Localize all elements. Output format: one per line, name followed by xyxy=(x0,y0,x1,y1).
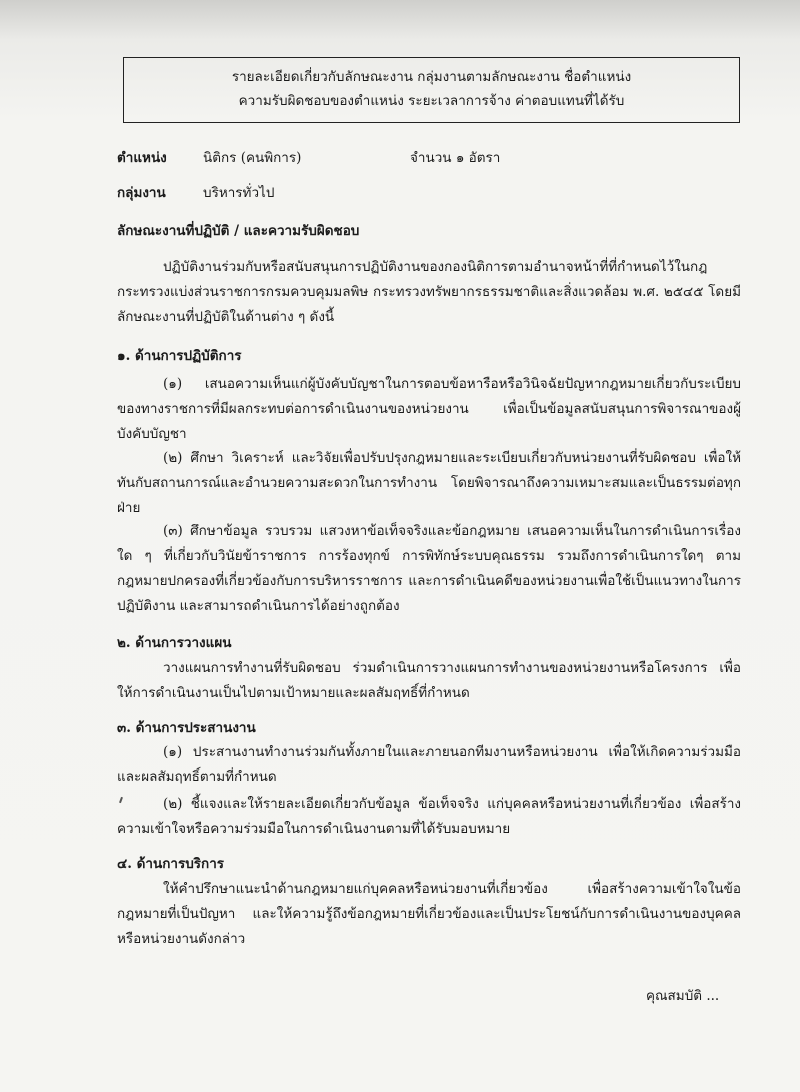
section-4-item-1: ให้คำปรึกษาแนะนำด้านกฎหมายแก่บุคคลหรือหน่วยงานที่เกี่ยวข้อง เพื่อสร้างความเข้าใจในข้อกฎหมายที่เป็นปัญหา และให้ความรู้ถึงข้อกฎหมายที่เกี่ยวข้องและเป็นประโยชน์กับการดำเนินงานของบุคคลหรือหน่วยงานดังกล่าว xyxy=(117,881,741,947)
section-3-item-2: (๒) ชี้แจงและให้รายละเอียดเกี่ยวกับข้อมูล ข้อเท็จจริง แก่บุคคลหรือหน่วยงานที่เกี่ยวข้อง เพื่อสร้างความเข้าใจหรือความร่วมมือในการดำเนินงานตามที่ได้รับมอบหมาย xyxy=(117,796,741,837)
section-1-title: ๑. ด้านการปฏิบัติการ xyxy=(117,348,242,364)
section-3-title: ๓. ด้านการประสานงาน xyxy=(117,720,256,736)
section-4-title: ๔. ด้านการบริการ xyxy=(117,856,225,872)
intro-paragraph: ปฏิบัติงานร่วมกับหรือสนับสนุนการปฏิบัติงานของกองนิติการตามอำนาจหน้าที่ที่กำหนดไว้ในกฎกระทรวงแบ่งส่วนราชการกรมควบคุมมลพิษ กระทรวงทรัพยากรธรรมชาติและสิ่งแวดล้อม พ.ศ. ๒๕๔๕ โดยมีลักษณะงานที่ปฏิบัติในด้านต่าง ๆ ดังนี้ xyxy=(117,259,741,325)
position-value: นิติกร (คนพิการ) xyxy=(203,150,302,166)
group-label: กลุ่มงาน xyxy=(117,185,166,201)
section-1-item-1: (๑) เสนอความเห็นแก่ผู้บังคับบัญชาในการตอบข้อหารือหรือวินิจฉัยปัญหากฎหมายเกี่ยวกับระเบียบของทางราชการที่มีผลกระทบต่อการดำเนินงานของหน่วยงาน เพื่อเป็นข้อมูลสนับสนุนการพิจารณาของผู้บังคับบัญชา xyxy=(117,376,741,442)
footer-continue: คุณสมบัติ ... xyxy=(646,988,720,1004)
header-line-1: รายละเอียดเกี่ยวกับลักษณะงาน กลุ่มงานตามลักษณะงาน ชื่อตำแหน่ง xyxy=(231,69,632,85)
position-count: จำนวน ๑ อัตรา xyxy=(410,150,501,166)
section-3-item-1: (๑) ประสานงานทำงานร่วมกันทั้งภายในและภายนอกทีมงานหรือหน่วยงาน เพื่อให้เกิดความร่วมมือและผลสัมฤทธิ์ตามที่กำหนด xyxy=(117,744,741,785)
header-line-2: ความรับผิดชอบของตำแหน่ง ระยะเวลาการจ้าง ค่าตอบแทนที่ได้รับ xyxy=(238,93,625,109)
section-2-item-1: วางแผนการทำงานที่รับผิดชอบ ร่วมดำเนินการวางแผนการทำงานของหน่วยงานหรือโครงการ เพื่อให้การดำเนินงานเป็นไปตามเป้าหมายและผลสัมฤทธิ์ที่กำหนด xyxy=(117,660,741,701)
header-box xyxy=(123,57,740,123)
duties-heading: ลักษณะงานที่ปฏิบัติ / และความรับผิดชอบ xyxy=(117,223,360,239)
section-2-title: ๒. ด้านการวางแผน xyxy=(117,635,232,651)
group-value: บริหารทั่วไป xyxy=(203,185,275,201)
section-1-item-3: (๓) ศึกษาข้อมูล รวบรวม แสวงหาข้อเท็จจริงและข้อกฎหมาย เสนอความเห็นในการดำเนินการเรื่องใด ๆ ที่เกี่ยวกับวินัยข้าราชการ การร้องทุกข์ การพิทักษ์ระบบคุณธรรม รวมถึงการดำเนินการใดๆ ตามกฎหมายปกครองที่เกี่ยวข้องกับการบริหารราชการ และการดำเนินคดีของหน่วยงานเพื่อใช้เป็นแนวทางในการปฏิบัติงาน และสามารถดำเนินการได้อย่างถูกต้อง xyxy=(117,523,741,614)
position-label: ตำแหน่ง xyxy=(117,150,167,166)
section-1-item-2: (๒) ศึกษา วิเคราะห์ และวิจัยเพื่อปรับปรุงกฎหมายและระเบียบเกี่ยวกับหน่วยงานที่รับผิดชอบ เพื่อให้ทันกับสถานการณ์และอำนวยความสะดวกในการทำงาน โดยพิจารณาถึงความเหมาะสมและเป็นธรรมต่อทุกฝ่าย xyxy=(117,450,741,516)
